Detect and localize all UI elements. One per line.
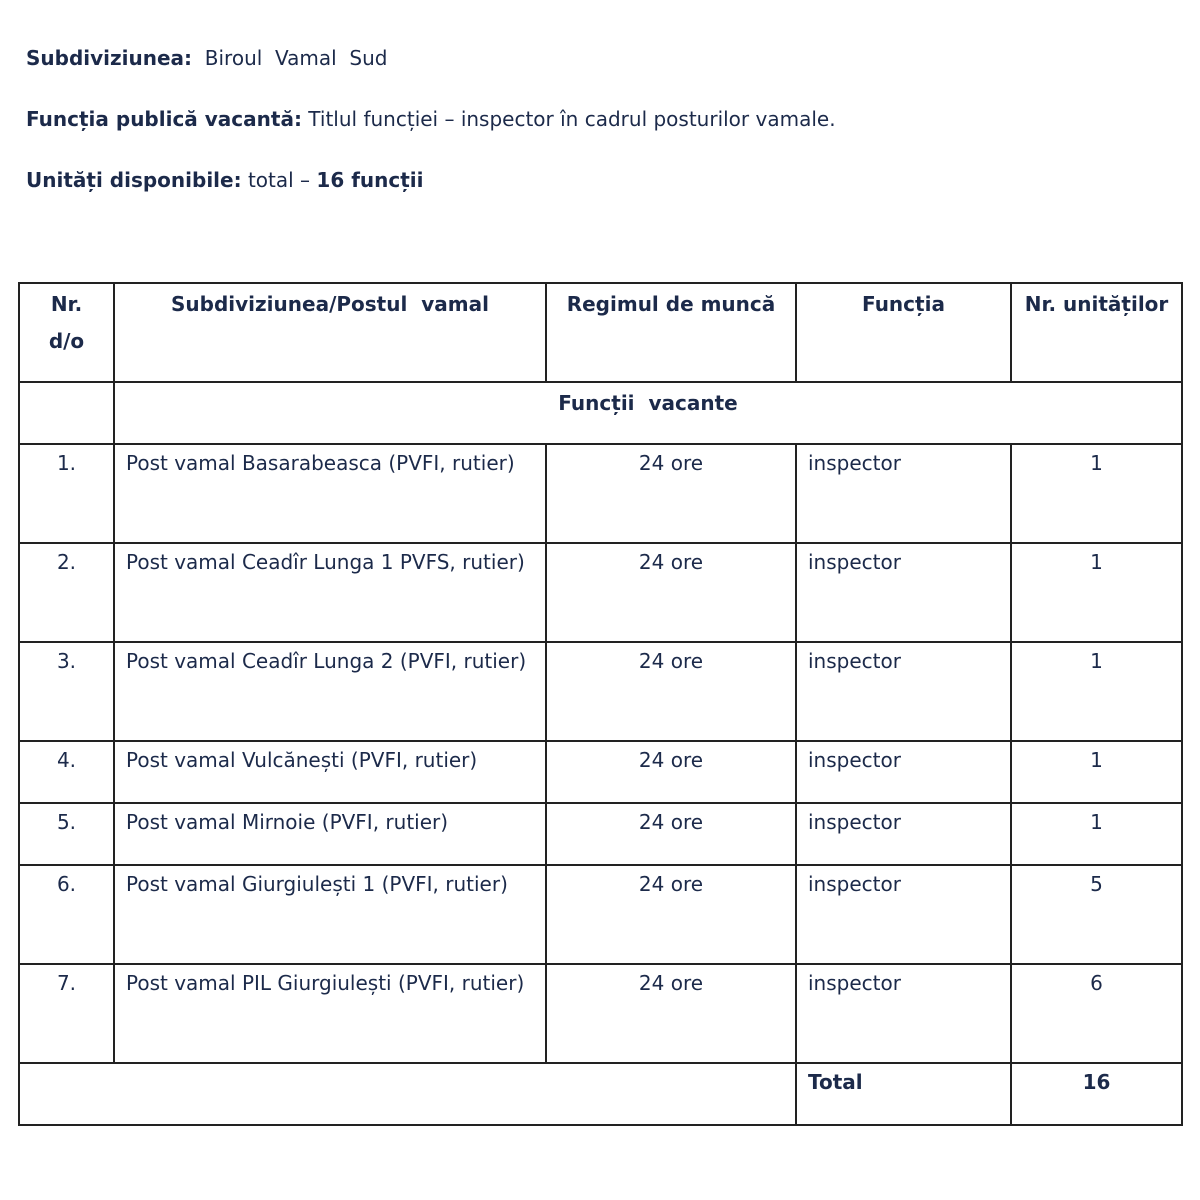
row-nr: 1.: [19, 444, 114, 543]
row-units: 1: [1011, 741, 1182, 803]
table-row: [19, 642, 1182, 741]
row-regime: 24 ore: [546, 803, 796, 865]
section-empty-cell: [19, 382, 114, 444]
column-header-units: Nr. unităților: [1011, 283, 1182, 382]
units-line: [26, 168, 424, 192]
table-row: [19, 444, 1182, 543]
section-row: [19, 382, 1182, 444]
section-title: Funcții vacante: [114, 382, 1182, 444]
vacancies-table: [18, 282, 1183, 1126]
row-nr: 3.: [19, 642, 114, 741]
row-nr: 2.: [19, 543, 114, 642]
column-header-nr: Nr. d/o: [19, 283, 114, 382]
row-regime: 24 ore: [546, 444, 796, 543]
row-regime: 24 ore: [546, 741, 796, 803]
row-function: inspector: [796, 741, 1011, 803]
total-label: Total: [796, 1063, 1011, 1125]
table-row: [19, 803, 1182, 865]
column-header-function: Funcția: [796, 283, 1011, 382]
units-value-bold: 16 funcții: [316, 168, 424, 192]
row-post: Post vamal Mirnoie (PVFI, rutier): [114, 803, 546, 865]
row-function: inspector: [796, 543, 1011, 642]
row-regime: 24 ore: [546, 865, 796, 964]
column-header-subdivision: Subdiviziunea/Postul vamal: [114, 283, 546, 382]
row-post: Post vamal Giurgiulești 1 (PVFI, rutier): [114, 865, 546, 964]
total-row: [19, 1063, 1182, 1125]
column-header-regime: Regimul de muncă: [546, 283, 796, 382]
row-units: 1: [1011, 444, 1182, 543]
vacancy-label: Funcția publică vacantă:: [26, 107, 302, 131]
row-units: 1: [1011, 642, 1182, 741]
row-regime: 24 ore: [546, 543, 796, 642]
subdivision-value: Biroul Vamal Sud: [192, 46, 388, 70]
subdivision-line: [26, 46, 387, 70]
table-row: [19, 741, 1182, 803]
row-post: Post vamal Ceadîr Lunga 1 PVFS, rutier): [114, 543, 546, 642]
row-units: 1: [1011, 543, 1182, 642]
row-post: Post vamal Ceadîr Lunga 2 (PVFI, rutier): [114, 642, 546, 741]
row-post: Post vamal PIL Giurgiulești (PVFI, rutier): [114, 964, 546, 1063]
total-empty-cell: [19, 1063, 796, 1125]
table-row: [19, 543, 1182, 642]
row-function: inspector: [796, 803, 1011, 865]
table-header-row: [19, 283, 1182, 382]
row-post: Post vamal Vulcănești (PVFI, rutier): [114, 741, 546, 803]
row-function: inspector: [796, 865, 1011, 964]
vacancy-value: Titlul funcției – inspector în cadrul posturilor vamale.: [301, 107, 836, 131]
row-function: inspector: [796, 642, 1011, 741]
row-regime: 24 ore: [546, 964, 796, 1063]
units-label: Unități disponibile:: [26, 168, 242, 192]
units-value-prefix: total –: [241, 168, 317, 192]
subdivision-label: Subdiviziunea:: [26, 46, 193, 70]
total-value: 16: [1011, 1063, 1182, 1125]
table-row: [19, 964, 1182, 1063]
row-units: 5: [1011, 865, 1182, 964]
row-nr: 4.: [19, 741, 114, 803]
row-function: inspector: [796, 444, 1011, 543]
row-units: 1: [1011, 803, 1182, 865]
table-row: [19, 865, 1182, 964]
vacancy-line: [26, 107, 836, 131]
row-nr: 7.: [19, 964, 114, 1063]
row-nr: 5.: [19, 803, 114, 865]
row-function: inspector: [796, 964, 1011, 1063]
row-regime: 24 ore: [546, 642, 796, 741]
row-nr: 6.: [19, 865, 114, 964]
row-units: 6: [1011, 964, 1182, 1063]
row-post: Post vamal Basarabeasca (PVFI, rutier): [114, 444, 546, 543]
